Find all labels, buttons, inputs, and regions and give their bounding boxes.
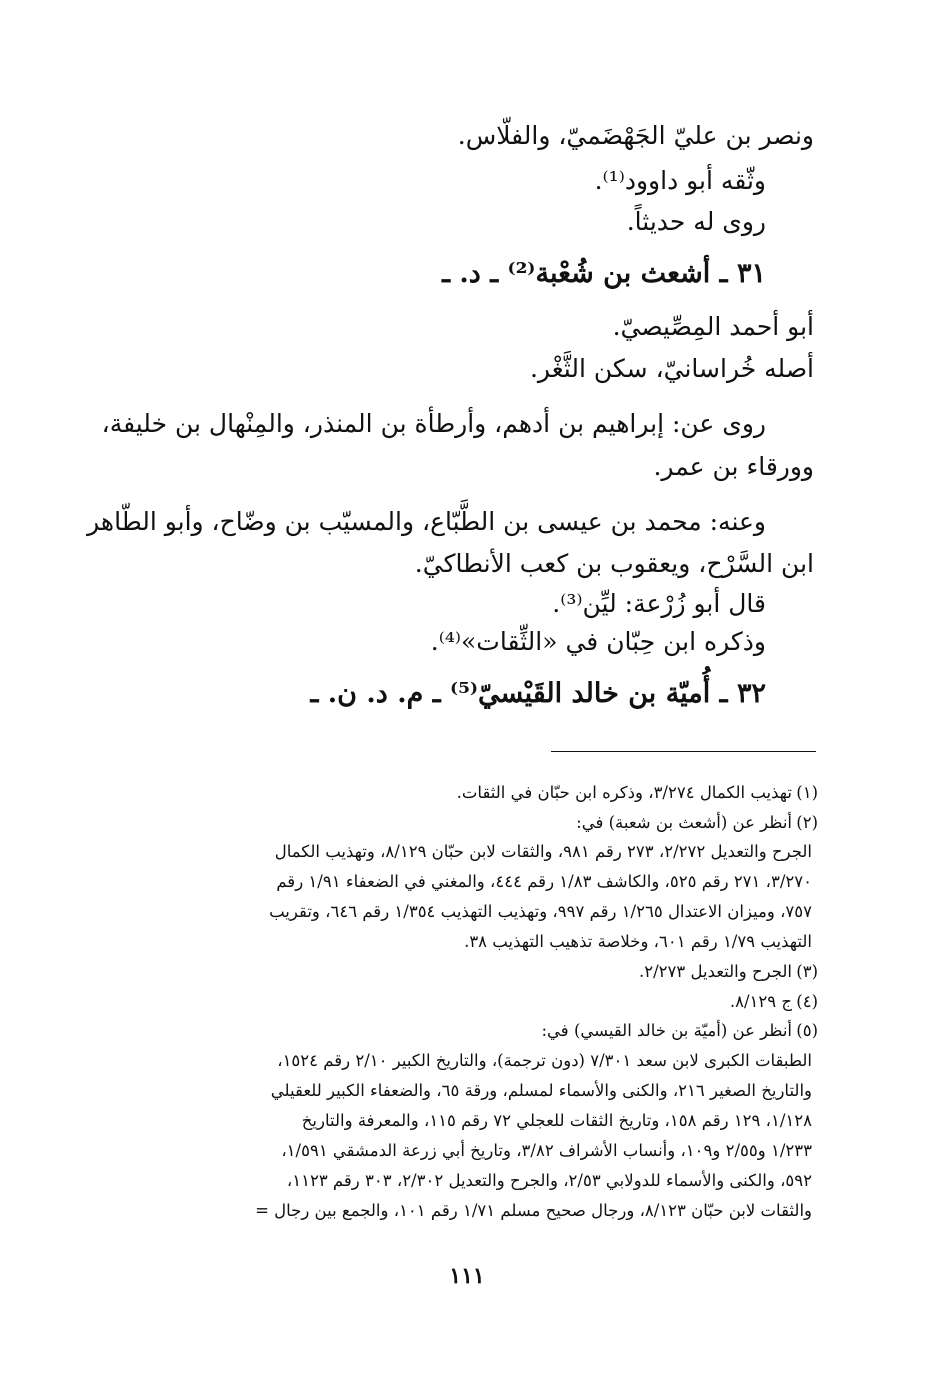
entry-31-line-1: أبو أحمد المِصِّيصيّ. — [612, 312, 814, 341]
footnote-5-line-6: والثقات لابن حبّان ٨/١٢٣، ورجال صحيح مسلم ١/٧١ رقم ١٠١، والجمع بين رجال = — [255, 1201, 812, 1220]
footnote-5-line-4: ١/٢٣٣ و٢/٥٥ و١٠٩، وأنساب الأشراف ٣/٨٢، وتاريخ أبي زرعة الدمشقي ١/٥٩١، — [281, 1141, 812, 1160]
entry-31-title: ٣١ ـ أشعث بن شُعْبة⁽²⁾ ـ د. ـ — [442, 258, 766, 289]
entry-31-line-8: وذكره ابن حِبّان في «الثِّقات»⁽⁴⁾. — [430, 627, 766, 656]
footnote-2-number: (٢) — [796, 813, 818, 832]
footnote-3-number: (٣) — [796, 962, 818, 981]
page-number: ١١١ — [449, 1263, 485, 1289]
footnote-3-text: الجرح والتعديل ٢/٢٧٣. — [638, 962, 792, 981]
footnote-5-line-5: ٥٩٢، والكنى والأسماء للدولابي ٢/٥٣، والجرح والتعديل ٢/٣٠٢، ٣٠٣ رقم ١١٢٣، — [286, 1171, 812, 1190]
footnote-5-text: أنظر عن (أميّة بن خالد القيسي) في: — [541, 1021, 792, 1040]
footnote-2-line-1: الجرح والتعديل ٢/٢٧٢، ٢٧٣ رقم ٩٨١، والثقات لابن حبّان ٨/١٢٩، وتهذيب الكمال — [274, 842, 812, 861]
footnote-4-text: ج ٨/١٢٩. — [729, 992, 792, 1011]
entry-32-title: ٣٢ ـ أُميّة بن خالد القَيْسيّ⁽⁵⁾ ـ م. د. ن. ـ — [310, 678, 766, 709]
footnote-4-number: (٤) — [796, 992, 818, 1011]
footnote-5-line-1: الطبقات الكبرى لابن سعد ٧/٣٠١ (دون ترجمة)، والتاريخ الكبير ٢/١٠ رقم ١٥٢٤، — [277, 1051, 812, 1070]
footnote-5-number: (٥) — [796, 1021, 818, 1040]
entry-31-line-3: روى عن: إبراهيم بن أدهم، وأرطأة بن المنذر، والمِنْهال بن خليفة، — [101, 409, 766, 438]
body-line-2: وثّقه أبو داوود⁽¹⁾. — [594, 166, 766, 195]
entry-31-line-5: وعنه: محمد بن عيسى بن الطَّبّاع، والمسيّب بن وضّاح، وأبو الطّاهر — [87, 507, 766, 536]
footnote-2-line-4: التهذيب ١/٧٩ رقم ٦٠١، وخلاصة تذهيب التهذيب ٣٨. — [464, 932, 812, 951]
footnote-1-text: تهذيب الكمال ٣/٢٧٤، وذكره ابن حبّان في الثقات. — [456, 783, 792, 802]
footnote-separator — [551, 751, 816, 752]
entry-31-line-7: قال أبو زُرْعة: ليِّن⁽³⁾. — [552, 589, 766, 618]
entry-31-line-6: ابن السَّرْح، ويعقوب بن كعب الأنطاكيّ. — [414, 549, 814, 578]
body-line-3: روى له حديثاً. — [626, 207, 766, 236]
footnote-2-line-2: ٣/٢٧٠، ٢٧١ رقم ٥٢٥، والكاشف ١/٨٣ رقم ٤٤٤، والمغني في الضعفاء ١/٩١ رقم — [276, 872, 812, 891]
footnote-2-text: أنظر عن (أشعث بن شعبة) في: — [576, 813, 792, 832]
body-line-1: ونصر بن عليّ الجَهْضَميّ، والفلّاس. — [457, 121, 814, 150]
footnote-2-line-3: ٧٥٧، وميزان الاعتدال ١/٢٦٥ رقم ٩٩٧، وتهذيب التهذيب ١/٣٥٤ رقم ٦٤٦، وتقريب — [269, 902, 812, 921]
footnote-5-line-2: والتاريخ الصغير ٢١٦، والكنى والأسماء لمسلم، ورقة ٦٥، والضعفاء الكبير للعقيلي — [270, 1081, 812, 1100]
entry-31-line-4: وورقاء بن عمر. — [653, 452, 814, 481]
footnote-5-line-3: ١/١٢٨، ١٢٩ رقم ١٥٨، وتاريخ الثقات للعجلي ٧٢ رقم ١١٥، والمعرفة والتاريخ — [301, 1111, 812, 1130]
entry-31-line-2: أصله خُراسانيّ، سكن الثَّغْر. — [529, 354, 814, 383]
footnote-1-number: (١) — [796, 783, 818, 802]
